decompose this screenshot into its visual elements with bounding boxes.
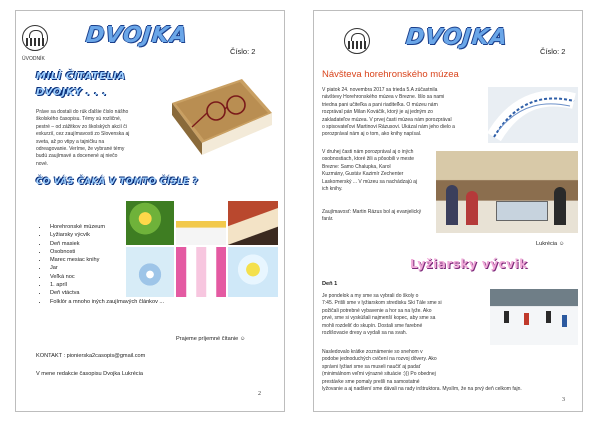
- section-label: ÚVODNÍK: [22, 56, 45, 62]
- skier-figure: [524, 313, 529, 325]
- ski-course-heading: Lyžiarsky výcvik: [410, 257, 528, 271]
- magazine-page-right: [313, 10, 583, 412]
- snowdrops-photo: [126, 247, 174, 297]
- editorial-line: exkurzií, cez zaujímavosti zo Slovenska aj: [36, 131, 130, 138]
- eggs-photo: [176, 201, 226, 245]
- issue-number: Číslo: 2: [540, 47, 566, 56]
- ski-line: Je pondelok a my sme sa vybrali do školy o: [322, 293, 419, 299]
- article-line: V druhej časti nám porozprával aj o iných: [322, 149, 414, 155]
- article-signature: Lukrécia ☺: [536, 241, 565, 247]
- article-line: návštevy Horehronského múzea v Brezne. Išlo sa nami: [322, 94, 445, 101]
- book-glasses-image: [166, 73, 278, 161]
- article-text-2: [322, 149, 430, 193]
- contact-email: KONTAKT : pionierska2casopis@gmail.com: [36, 353, 146, 359]
- article-line: porozprával nám aj o tom, ako knihy napísal.: [322, 131, 422, 138]
- list-item: • Lyžiarsky výcvik: [48, 231, 218, 239]
- magazine-logo: DVOJKA: [404, 25, 510, 50]
- list-item: • 1. apríl: [48, 281, 218, 289]
- magazine-logo: DVOJKA: [84, 23, 190, 48]
- heart-eggs-photo: [176, 247, 226, 297]
- list-item: • Deň masiek: [48, 240, 218, 248]
- ski-line: Nasledovalo krátke zoznámenie so snehom v: [322, 349, 423, 355]
- page-number: 2: [258, 391, 261, 397]
- ski-line: správni lyžiari sme sa museli naučiť aj padať: [322, 363, 421, 370]
- photo-collage: [126, 201, 278, 297]
- ski-line: mohli rozdeliť do skupín. Dostali sme farebné: [322, 322, 423, 329]
- ski-text-2: [322, 349, 578, 393]
- ski-line: prvé, sme si vyskúšali najmenší kopec, aby sme sa: [322, 315, 436, 322]
- list-item: • Deň vtáctva: [48, 289, 218, 297]
- editorial-signature: V mene redakcie časopisu Dvojka Lukrécia: [36, 371, 143, 377]
- student-figure: [466, 191, 478, 225]
- magazine-page-left: [15, 10, 285, 412]
- editorial-text: [36, 109, 148, 168]
- article-line: triedna pani učiteľka a pani riaditeľka. O múzeu nám: [322, 101, 438, 108]
- editorial-line: pestré – od zážitkov zo školských akcií či: [36, 123, 127, 130]
- article-line: rozprával pán Milan Kováčik, ktorý je aj jedným zo: [322, 109, 433, 116]
- ski-line: lyžovanie a aj nadšení sme dávali na rady inštruktora. Myslím, že na prvý deň celkom fajn.: [322, 386, 522, 393]
- ski-photo: [490, 289, 578, 345]
- student-figure: [554, 187, 566, 225]
- editorial-heading-line2: DVOJKY . . .: [36, 87, 107, 98]
- ski-text: [322, 293, 482, 337]
- article-fact: Zaujímavosť: Martin Rázus bol aj evanjelický farár.: [322, 209, 422, 223]
- editorial-heading-line1: MILÍ ČITATELIA: [36, 71, 126, 82]
- article-text: [322, 87, 482, 139]
- school-emblem-icon: [22, 25, 48, 51]
- spring-flowers-photo: [228, 247, 278, 297]
- article-line: V piatok 24. novembra 2017 sa trieda 5.A zúčastnila: [322, 87, 438, 93]
- issue-number: Číslo: 2: [230, 47, 256, 56]
- ski-line: rozlišovacie dresy a vydali sa na svah.: [322, 330, 408, 337]
- article-line: ich knihy.: [322, 186, 343, 193]
- list-item: • Folklór a mnoho iných zaujímavých článkov ...: [48, 298, 218, 306]
- page-number: 3: [562, 397, 565, 403]
- article-line: Laskomerský ... V múzeu sa nachádzajú aj: [322, 178, 418, 185]
- editorial-line: sveta, až po vtipy a tajničku na: [36, 138, 105, 145]
- skier-figure: [546, 311, 551, 323]
- museum-photo: [436, 151, 578, 233]
- student-figure: [446, 185, 458, 225]
- ski-line: 7:45. Prišli sme v lyžiarskom stredisku Ski Tále sme si: [322, 300, 442, 307]
- article-line: o spisovateľovi Martinovi Rázusovi. Ukázal nám jeho dielo a: [322, 124, 455, 131]
- list-item: • Marec mesiac knihy: [48, 256, 218, 264]
- list-item: • Osobnosti: [48, 248, 218, 256]
- article-line: Kuzmány, Gustáv Kazimír Zechenter: [322, 171, 404, 178]
- ski-line: podobe jednoduchých cvičení na rozvoj dôvery. Ako: [322, 356, 437, 363]
- editorial-line: budú zaujímavé a docenené aj niečo: [36, 153, 118, 160]
- flowers-photo: [126, 201, 174, 245]
- list-item: • Horehronské múzeum: [48, 223, 218, 231]
- folk-dance-photo: [228, 201, 278, 245]
- list-item: • Jar: [48, 264, 218, 272]
- list-item: • Veľká noc: [48, 273, 218, 281]
- ski-line: (minimálnom veľmi výrazné situácie :))) Po obednej: [322, 371, 436, 378]
- school-emblem-icon: [344, 28, 370, 54]
- reading-wish: Prajeme príjemné čítanie ☺: [176, 336, 246, 342]
- editorial-line: Práve sa dostali do rúk ďalšie číslo nášho: [36, 109, 129, 115]
- editorial-line: nové.: [36, 160, 49, 167]
- ski-line: požičali potrebné vybavenie a hor sa na lyže. Ako: [322, 307, 432, 314]
- skier-figure: [562, 315, 567, 327]
- editorial-line: školského časopisu. Témy sú rozličné,: [36, 116, 122, 123]
- skier-figure: [504, 311, 509, 323]
- article-line: Brezne: Samo Chalupka, Karol: [322, 163, 391, 170]
- article-line: osobnostiach, ktoré žili a pôsobili v meste: [322, 156, 414, 163]
- day-label: Deň 1: [322, 281, 338, 287]
- editorial-line: odreagovanie. Veríme, že vybrané témy: [36, 146, 125, 153]
- contents-heading: ČO VÁS ČAKÁ V TOMTO ČÍSLE ?: [36, 177, 199, 187]
- article-title: Návšteva horehronského múzea: [322, 69, 459, 80]
- display-case: [496, 201, 548, 221]
- ski-line: prestávke sme pomaly prešli na samostatné: [322, 378, 420, 385]
- embroidery-photo: [488, 87, 578, 143]
- article-line: zakladateľov múzea. V prvej časti múzea nám porozprával: [322, 116, 452, 123]
